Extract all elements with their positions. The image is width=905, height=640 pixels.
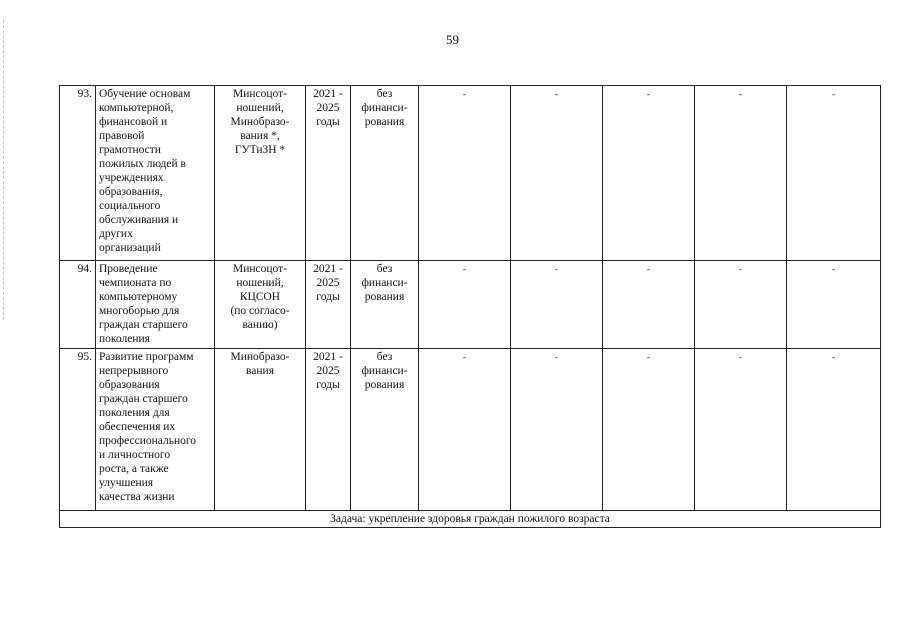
cell-line: улучшения <box>99 477 154 489</box>
cell-line: без <box>376 351 393 363</box>
financing-source <box>351 261 419 349</box>
cell-line: граждан старшего <box>99 393 188 405</box>
cell-line: 2021 - <box>313 88 343 100</box>
measure-name <box>96 261 215 349</box>
task-row <box>60 511 881 528</box>
cell-line: поколения <box>99 333 150 345</box>
value-cell: - <box>511 261 603 349</box>
cell-line: качества жизни <box>99 491 175 503</box>
value-cell: - <box>787 86 881 261</box>
cell-line: 2025 <box>316 365 340 377</box>
cell-line: 2025 <box>316 277 340 289</box>
financing-source <box>351 349 419 511</box>
cell-line: образования <box>99 379 160 391</box>
cell-line: рования <box>364 116 405 128</box>
period <box>306 261 351 349</box>
cell-line: непрерывного <box>99 365 169 377</box>
financing-source <box>351 86 419 261</box>
cell-line: годы <box>316 379 340 391</box>
cell-line: многоборью для <box>99 305 180 317</box>
cell-line: профессионального <box>99 435 197 447</box>
cell-line: Развитие программ <box>99 351 194 363</box>
cell-line: ношений, <box>236 102 284 114</box>
cell-line: ванию) <box>242 319 278 331</box>
cell-line: граждан старшего <box>99 319 188 331</box>
cell-line: (по согласо- <box>230 305 290 317</box>
cell-line: роста, а также <box>99 463 169 475</box>
table-row <box>60 261 881 349</box>
cell-line: финанси- <box>361 277 408 289</box>
cell-line: обеспечения их <box>99 421 176 433</box>
value-cell: - <box>603 349 695 511</box>
measure-name <box>96 86 215 261</box>
cell-line: Минобразо- <box>230 116 290 128</box>
cell-line: ношений, <box>236 277 284 289</box>
row-number: 93. <box>60 86 96 261</box>
cell-line: других <box>99 228 133 240</box>
cell-line: без <box>376 263 393 275</box>
cell-line: КЦСОН <box>239 291 281 303</box>
cell-line: вания *, <box>240 130 280 142</box>
period <box>306 86 351 261</box>
value-cell: - <box>787 349 881 511</box>
value-cell: - <box>695 349 787 511</box>
cell-line: годы <box>316 116 340 128</box>
value-cell: - <box>511 86 603 261</box>
executor <box>215 261 306 349</box>
cell-line: рования <box>364 291 405 303</box>
measures-table <box>59 85 881 528</box>
cell-line: учреждениях <box>99 172 164 184</box>
cell-line: годы <box>316 291 340 303</box>
value-cell: - <box>695 261 787 349</box>
cell-line: Обучение основам <box>99 88 191 100</box>
cell-line: образования, <box>99 186 163 198</box>
executor <box>215 349 306 511</box>
value-cell: - <box>511 349 603 511</box>
value-cell: - <box>603 261 695 349</box>
cell-line: грамотности <box>99 144 161 156</box>
cell-line: рования <box>364 379 405 391</box>
row-number: 94. <box>60 261 96 349</box>
cell-line: без <box>376 88 393 100</box>
cell-line: вания <box>246 365 274 377</box>
table-row <box>60 349 881 511</box>
scan-edge-mark <box>3 20 5 320</box>
measure-name <box>96 349 215 511</box>
cell-line: 2021 - <box>313 263 343 275</box>
cell-line: финанси- <box>361 365 408 377</box>
row-number: 95. <box>60 349 96 511</box>
cell-line: организаций <box>99 242 161 254</box>
cell-line: правовой <box>99 130 145 142</box>
cell-line: 2021 - <box>313 351 343 363</box>
cell-line: Минобразо- <box>230 351 290 363</box>
cell-line: Минсоцот- <box>233 263 287 275</box>
cell-line: ГУТиЗН * <box>234 144 286 156</box>
period <box>306 349 351 511</box>
value-cell: - <box>419 349 511 511</box>
cell-line: и личностного <box>99 449 171 461</box>
cell-line: компьютерному <box>99 291 178 303</box>
cell-line: финанси- <box>361 102 408 114</box>
value-cell: - <box>787 261 881 349</box>
cell-line: компьютерной, <box>99 102 174 114</box>
cell-line: Минсоцот- <box>233 88 287 100</box>
cell-line: Проведение <box>99 263 158 275</box>
cell-line: финансовой и <box>99 116 168 128</box>
value-cell: - <box>695 86 787 261</box>
cell-line: поколения для <box>99 407 170 419</box>
executor <box>215 86 306 261</box>
value-cell: - <box>603 86 695 261</box>
value-cell: - <box>419 261 511 349</box>
value-cell: - <box>419 86 511 261</box>
cell-line: пожилых людей в <box>99 158 186 170</box>
cell-line: обслуживания и <box>99 214 179 226</box>
page-number: 59 <box>446 32 459 47</box>
cell-line: 2025 <box>316 102 340 114</box>
cell-line: чемпионата по <box>99 277 172 289</box>
table-row <box>60 86 881 261</box>
cell-line: социального <box>99 200 161 212</box>
task-heading: Задача: укрепление здоровья граждан пожилого возраста <box>60 511 881 528</box>
